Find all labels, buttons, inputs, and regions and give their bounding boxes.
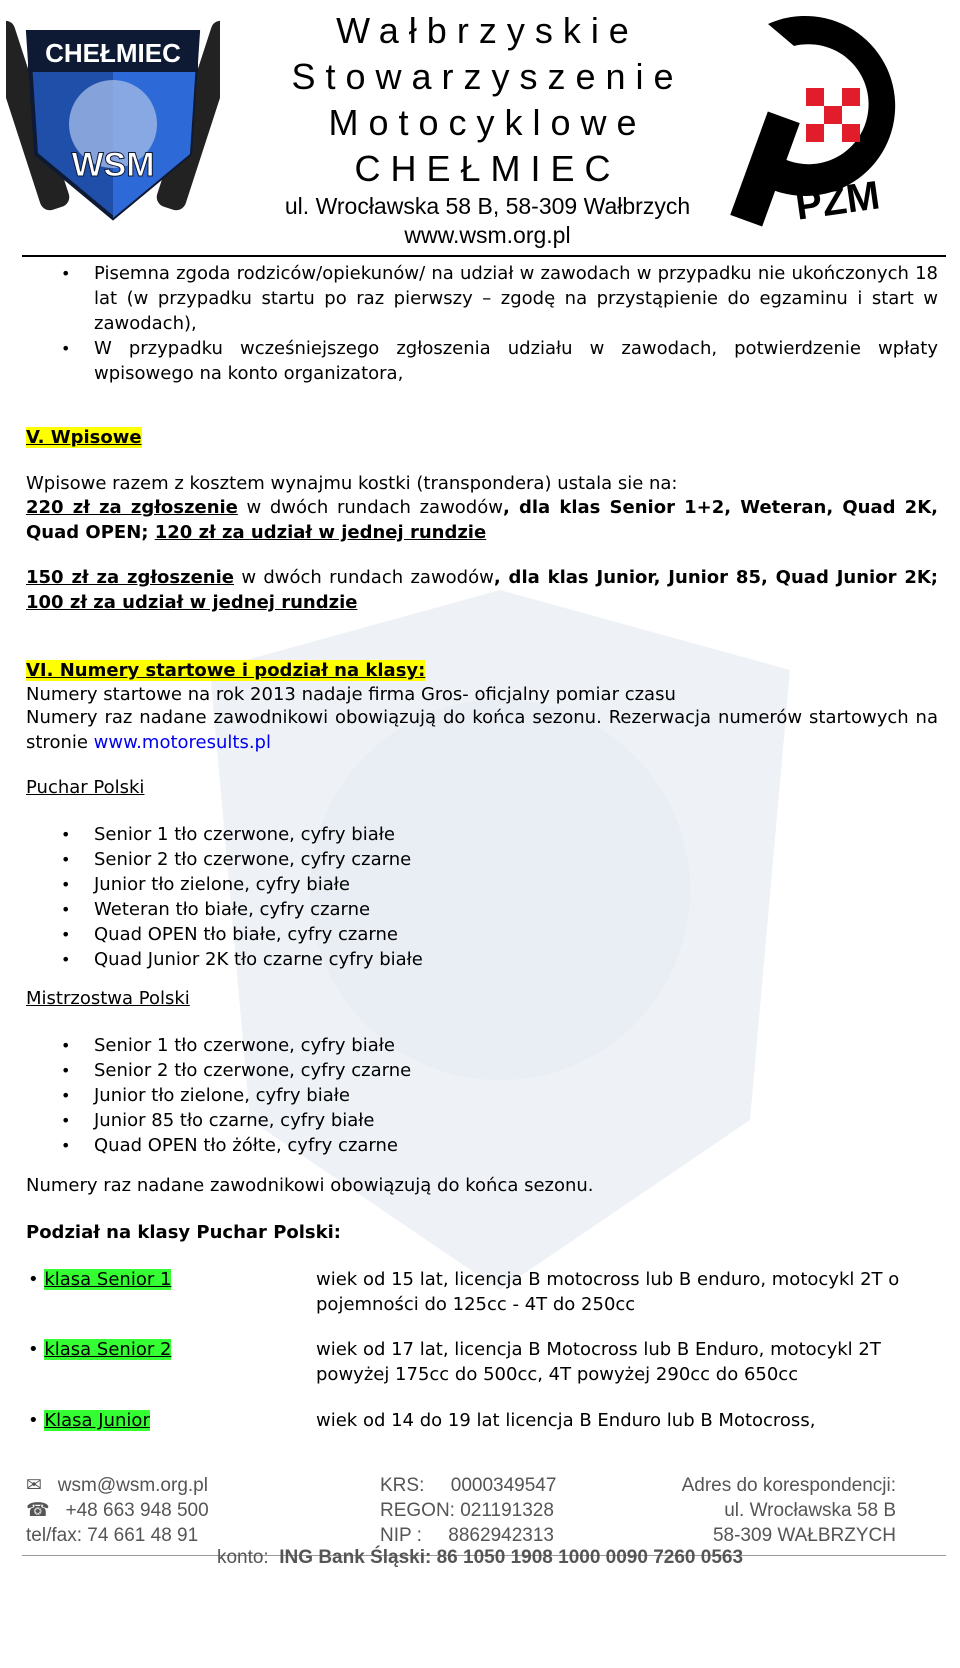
- class-name: klasa Senior 1: [44, 1269, 172, 1290]
- requirement-item: • W przypadku wcześniejszego zgłoszenia udziału w zawodach, potwierdzenie wpłaty wpisowego na konto organizatora,: [94, 336, 938, 386]
- title-line-2: Stowarzyszenie: [291, 56, 684, 97]
- section-5-intro: Wpisowe razem z kosztem wynajmu kostki (transpondera) ustala sie na:: [26, 473, 678, 494]
- class-name: Klasa Junior: [44, 1410, 150, 1431]
- mistrzostwa-polski-title: Mistrzostwa Polski: [26, 988, 190, 1009]
- nip-number: 8862942313: [448, 1525, 554, 1546]
- footer-bank-account: konto: ING Bank Śląski: 86 1050 1908 1000 0090 7260 0563: [216, 1547, 744, 1568]
- phone-icon: ☎: [26, 1500, 50, 1521]
- footer-phone: +48 663 948 500: [65, 1500, 209, 1521]
- chelmiec-wsm-logo: [6, 4, 220, 230]
- list-item: • Junior tło zielone, cyfry białe: [94, 872, 938, 897]
- pzm-logo: [728, 4, 938, 240]
- requirements-block: [94, 261, 938, 386]
- numbers-issuer-line: Numery startowe na rok 2013 nadaje firma Gros- oficjalny pomiar czasu: [26, 684, 676, 705]
- motoresults-link[interactable]: www.motoresults.pl: [93, 732, 271, 753]
- logo-left-main-text: WSM: [71, 146, 155, 184]
- krs-number: 0000349547: [450, 1475, 557, 1496]
- list-item: • Senior 2 tło czerwone, cyfry czarne: [94, 847, 938, 872]
- class-description: wiek od 15 lat, licencja B motocross lub B enduro, motocykl 2T o pojemności do 125cc - 4T do 250cc: [316, 1269, 900, 1315]
- footer-contact: [26, 1473, 209, 1548]
- header-divider: [22, 255, 946, 257]
- footer-telfax: tel/fax: 74 661 48 91: [26, 1525, 199, 1546]
- list-item: • Quad Junior 2K tło czarne cyfry białe: [94, 947, 938, 972]
- list-item: • Senior 1 tło czerwone, cyfry białe: [94, 822, 938, 847]
- class-description: wiek od 17 lat, licencja B Motocross lub B Enduro, motocykl 2T powyżej 175cc do 500cc, 4T powyżej 290cc do 650cc: [316, 1339, 881, 1385]
- fee-paragraph-2: 150 zł za zgłoszenie w dwóch rundach zawodów, dla klas Junior, Junior 85, Quad Junior 2K; 100 zł za udział w jednej rundzie: [26, 567, 938, 613]
- title-line-3: Motocyklowe: [328, 102, 647, 143]
- class-name: klasa Senior 2: [44, 1339, 172, 1360]
- list-item: • Quad OPEN tło żółte, cyfry czarne: [94, 1133, 938, 1158]
- footer-correspondence: [600, 1473, 896, 1548]
- list-item: • Junior 85 tło czarne, cyfry białe: [94, 1108, 938, 1133]
- title-line-1: Wałbrzyskie: [336, 10, 639, 51]
- footer-email[interactable]: wsm@wsm.org.pl: [57, 1475, 208, 1496]
- numbers-note: Numery raz nadane zawodnikowi obowiązują do końca sezonu.: [26, 1175, 594, 1196]
- numbers-reservation-line: Numery raz nadane zawodnikowi obowiązują do końca sezonu. Rezerwacja numerów startowych na stronie www.motoresults.pl: [26, 707, 938, 753]
- list-item: • Junior tło zielone, cyfry białe: [94, 1083, 938, 1108]
- list-item: • Quad OPEN tło białe, cyfry czarne: [94, 922, 938, 947]
- section-6-heading: VI. Numery startowe i podział na klasy:: [26, 660, 426, 681]
- list-item: • Senior 1 tło czerwone, cyfry białe: [94, 1033, 938, 1058]
- fee-paragraph-1: 220 zł za zgłoszenie w dwóch rundach zawodów, dla klas Senior 1+2, Weteran, Quad 2K, Quad OPEN; 120 zł za udział w jednej rundzie: [26, 497, 938, 543]
- classes-title: Podział na klasy Puchar Polski:: [26, 1222, 341, 1243]
- header-website[interactable]: www.wsm.org.pl: [404, 222, 571, 248]
- logo-right-text: PZM: [792, 173, 883, 229]
- footer-registry: KRS: 0000349547 REGON: 021191328 NIP : 8862942313: [380, 1475, 557, 1546]
- header-title: [240, 8, 735, 250]
- requirement-item: • Pisemna zgoda rodziców/opiekunów/ na udział w zawodach w przypadku nie ukończonych 18 lat (w przypadku startu po raz pierwszy – zgodę na przystąpienie do egzaminu i start w zawodach),: [94, 261, 938, 336]
- corr-title: Adres do korespondencji:: [681, 1475, 896, 1496]
- list-item: • Weteran tło białe, cyfry czarne: [94, 897, 938, 922]
- mistrzostwa-polski-list: [94, 1033, 938, 1158]
- title-line-4: CHEŁMIEC: [354, 148, 621, 189]
- list-item: • Senior 2 tło czerwone, cyfry czarne: [94, 1058, 938, 1083]
- envelope-icon: ✉: [26, 1475, 42, 1496]
- puchar-polski-title: Puchar Polski: [26, 777, 145, 798]
- section-5-heading: V. Wpisowe: [26, 427, 142, 448]
- header-address: ul. Wrocławska 58 B, 58-309 Wałbrzych: [284, 193, 691, 219]
- class-description: wiek od 14 do 19 lat licencja B Enduro lub B Motocross,: [316, 1410, 816, 1431]
- regon-number: REGON: 021191328: [380, 1500, 554, 1521]
- logo-left-top-text: CHEŁMIEC: [45, 38, 181, 68]
- bank-account: ING Bank Śląski: 86 1050 1908 1000 0090 7260 0563: [279, 1547, 744, 1568]
- puchar-polski-list: [94, 822, 938, 972]
- corr-city: 58-309 WAŁBRZYCH: [712, 1525, 896, 1546]
- corr-street: ul. Wrocławska 58 B: [724, 1500, 896, 1521]
